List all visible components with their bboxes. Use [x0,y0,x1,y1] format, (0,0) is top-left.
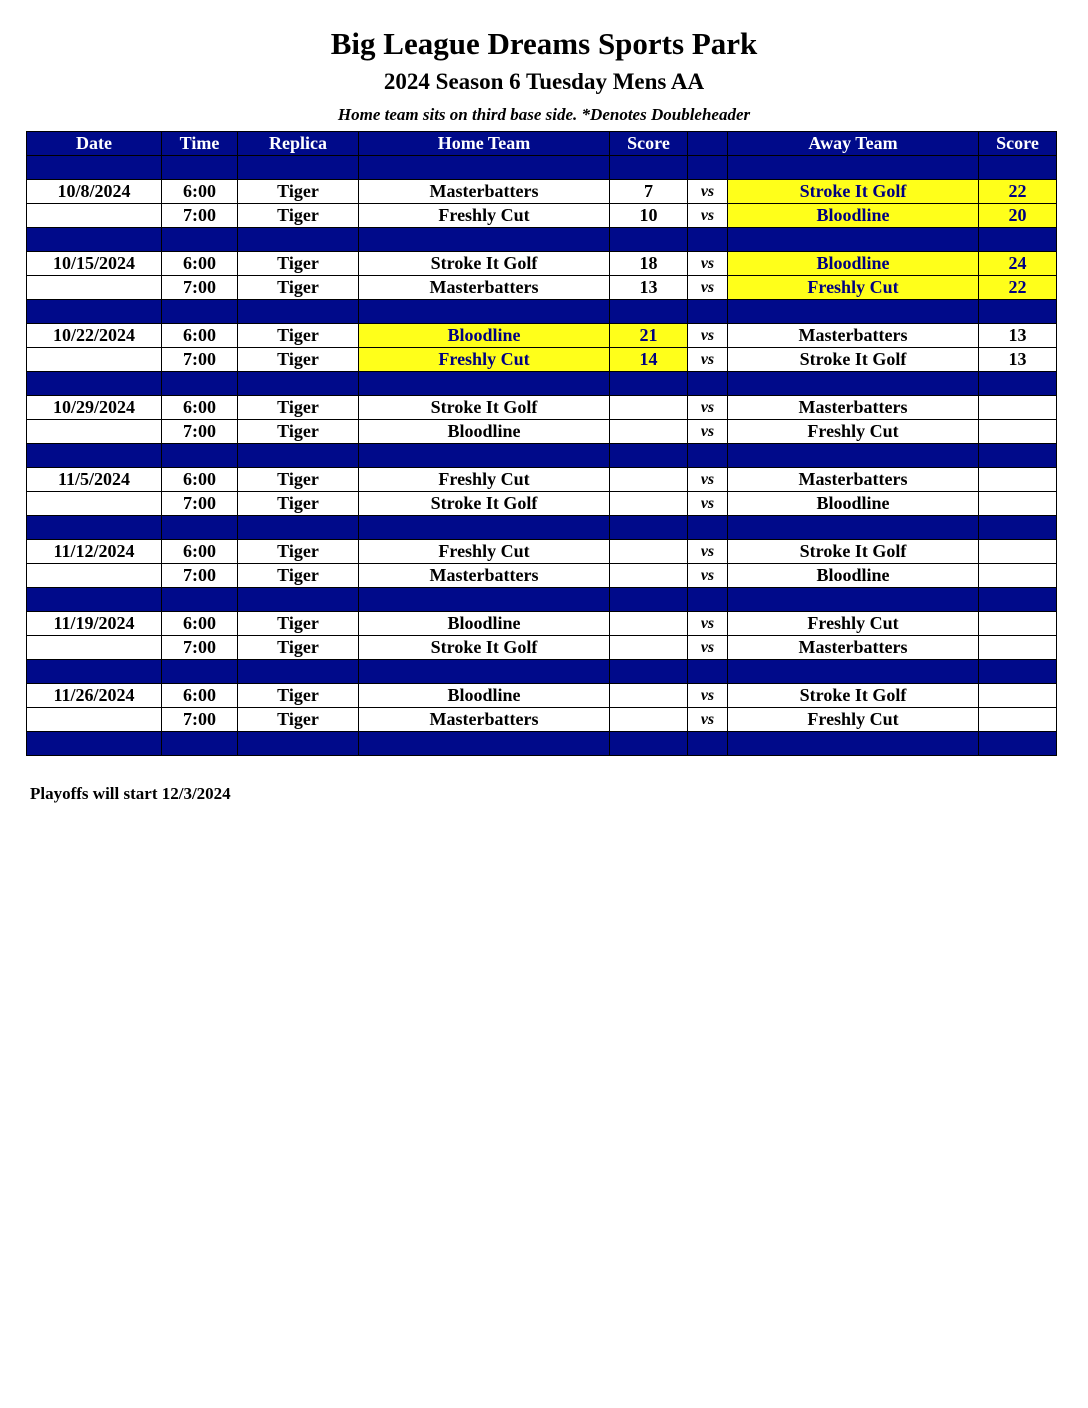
separator-cell [979,300,1057,324]
vs-label: vs [688,612,728,636]
separator-cell [728,660,979,684]
game-time: 7:00 [162,276,238,300]
separator-cell [359,156,610,180]
header-row [27,132,1057,156]
game-replica: Tiger [238,492,359,516]
home-score: 7 [610,180,688,204]
game-row [27,180,1057,204]
separator-cell [979,372,1057,396]
separator-cell [238,156,359,180]
separator-cell [27,660,162,684]
header-away-score: Score [979,132,1057,156]
separator-cell [610,156,688,180]
header-replica: Replica [238,132,359,156]
separator-cell [610,444,688,468]
away-score: 13 [979,348,1057,372]
home-score: 10 [610,204,688,228]
home-score: 18 [610,252,688,276]
game-date [27,708,162,732]
away-team: Masterbatters [728,324,979,348]
home-score [610,396,688,420]
home-team: Freshly Cut [359,204,610,228]
separator-row [27,660,1057,684]
separator-cell [688,372,728,396]
page-title: Big League Dreams Sports Park [330,26,758,61]
separator-cell [238,300,359,324]
game-row [27,204,1057,228]
home-team: Masterbatters [359,276,610,300]
game-row [27,612,1057,636]
vs-label: vs [688,324,728,348]
separator-row [27,516,1057,540]
separator-cell [728,228,979,252]
separator-cell [610,372,688,396]
vs-label: vs [688,204,728,228]
away-score: 24 [979,252,1057,276]
home-score [610,420,688,444]
game-time: 6:00 [162,396,238,420]
home-team: Masterbatters [359,564,610,588]
separator-cell [728,300,979,324]
home-score [610,708,688,732]
playoffs-note: Playoffs will start 12/3/2024 [30,784,231,803]
separator-cell [27,228,162,252]
separator-cell [162,372,238,396]
game-replica: Tiger [238,612,359,636]
home-score: 14 [610,348,688,372]
separator-cell [162,588,238,612]
separator-cell [979,228,1057,252]
separator-cell [610,732,688,756]
game-date: 10/8/2024 [27,180,162,204]
separator-cell [979,444,1057,468]
separator-cell [27,444,162,468]
separator-cell [688,228,728,252]
separator-row [27,732,1057,756]
away-score: 13 [979,324,1057,348]
separator-cell [162,228,238,252]
game-time: 7:00 [162,204,238,228]
vs-label: vs [688,348,728,372]
vs-label: vs [688,636,728,660]
game-date [27,492,162,516]
home-score [610,540,688,564]
vs-label: vs [688,180,728,204]
game-row [27,252,1057,276]
away-score [979,612,1057,636]
separator-cell [359,372,610,396]
separator-row [27,156,1057,180]
away-score [979,684,1057,708]
game-time: 7:00 [162,708,238,732]
separator-cell [162,732,238,756]
separator-cell [27,516,162,540]
away-score: 20 [979,204,1057,228]
game-date [27,564,162,588]
separator-cell [359,444,610,468]
game-replica: Tiger [238,636,359,660]
separator-cell [238,588,359,612]
separator-cell [162,516,238,540]
away-team: Freshly Cut [728,708,979,732]
home-score [610,492,688,516]
game-replica: Tiger [238,540,359,564]
separator-cell [162,660,238,684]
game-row [27,540,1057,564]
separator-cell [688,156,728,180]
separator-cell [359,588,610,612]
separator-cell [238,444,359,468]
separator-cell [162,156,238,180]
home-team: Stroke It Golf [359,396,610,420]
home-team: Freshly Cut [359,540,610,564]
vs-label: vs [688,396,728,420]
away-team: Stroke It Golf [728,684,979,708]
game-replica: Tiger [238,276,359,300]
header-vs [688,132,728,156]
separator-cell [728,588,979,612]
game-replica: Tiger [238,564,359,588]
home-score [610,684,688,708]
game-row [27,636,1057,660]
game-time: 6:00 [162,252,238,276]
separator-cell [238,372,359,396]
header-away-team: Away Team [728,132,979,156]
away-score [979,468,1057,492]
separator-cell [359,300,610,324]
game-date [27,348,162,372]
separator-cell [688,516,728,540]
separator-cell [27,300,162,324]
separator-cell [688,300,728,324]
game-time: 7:00 [162,636,238,660]
separator-cell [688,660,728,684]
header-home-score: Score [610,132,688,156]
separator-cell [688,732,728,756]
game-date: 10/15/2024 [27,252,162,276]
home-team: Masterbatters [359,180,610,204]
home-score [610,564,688,588]
away-team: Bloodline [728,492,979,516]
away-team: Freshly Cut [728,612,979,636]
separator-cell [27,588,162,612]
game-time: 6:00 [162,324,238,348]
separator-cell [27,156,162,180]
separator-cell [979,588,1057,612]
separator-cell [610,660,688,684]
game-time: 7:00 [162,492,238,516]
game-row [27,420,1057,444]
schedule-table [26,131,1057,756]
separator-row [27,372,1057,396]
game-time: 7:00 [162,564,238,588]
game-row [27,708,1057,732]
game-replica: Tiger [238,396,359,420]
away-score [979,564,1057,588]
separator-cell [688,444,728,468]
game-time: 6:00 [162,468,238,492]
game-replica: Tiger [238,684,359,708]
separator-row [27,444,1057,468]
home-team: Bloodline [359,612,610,636]
header-home-team: Home Team [359,132,610,156]
separator-cell [238,516,359,540]
separator-row [27,300,1057,324]
game-time: 6:00 [162,540,238,564]
home-score [610,468,688,492]
vs-label: vs [688,708,728,732]
separator-cell [728,732,979,756]
home-team: Freshly Cut [359,348,610,372]
home-team: Bloodline [359,420,610,444]
separator-cell [238,228,359,252]
separator-cell [359,516,610,540]
away-score [979,708,1057,732]
season-subtitle: 2024 Season 6 Tuesday Mens AA [383,69,705,94]
separator-cell [979,660,1057,684]
away-score [979,420,1057,444]
vs-label: vs [688,420,728,444]
separator-cell [728,156,979,180]
home-team: Stroke It Golf [359,252,610,276]
home-team: Stroke It Golf [359,636,610,660]
vs-label: vs [688,564,728,588]
game-replica: Tiger [238,252,359,276]
away-team: Stroke It Golf [728,180,979,204]
away-team: Masterbatters [728,396,979,420]
vs-label: vs [688,276,728,300]
separator-cell [610,588,688,612]
game-time: 7:00 [162,348,238,372]
away-team: Masterbatters [728,636,979,660]
vs-label: vs [688,492,728,516]
game-replica: Tiger [238,420,359,444]
home-team: Freshly Cut [359,468,610,492]
separator-cell [979,156,1057,180]
away-score: 22 [979,276,1057,300]
vs-label: vs [688,252,728,276]
game-replica: Tiger [238,204,359,228]
separator-cell [359,228,610,252]
separator-cell [238,732,359,756]
game-row [27,276,1057,300]
separator-cell [162,444,238,468]
separator-cell [610,516,688,540]
away-score: 22 [979,180,1057,204]
header-time: Time [162,132,238,156]
game-date: 11/26/2024 [27,684,162,708]
separator-cell [979,732,1057,756]
separator-cell [27,372,162,396]
separator-row [27,228,1057,252]
game-date: 11/5/2024 [27,468,162,492]
separator-cell [979,516,1057,540]
home-score: 21 [610,324,688,348]
home-team: Masterbatters [359,708,610,732]
separator-cell [610,228,688,252]
game-date: 10/22/2024 [27,324,162,348]
separator-cell [359,660,610,684]
separator-cell [728,372,979,396]
game-time: 7:00 [162,420,238,444]
game-row [27,468,1057,492]
separator-cell [728,516,979,540]
away-team: Stroke It Golf [728,540,979,564]
separator-cell [238,660,359,684]
game-row [27,684,1057,708]
separator-cell [610,300,688,324]
game-time: 6:00 [162,612,238,636]
game-row [27,396,1057,420]
away-score [979,540,1057,564]
away-team: Masterbatters [728,468,979,492]
game-replica: Tiger [238,180,359,204]
game-replica: Tiger [238,468,359,492]
home-team: Bloodline [359,684,610,708]
game-date: 10/29/2024 [27,396,162,420]
separator-cell [359,732,610,756]
game-row [27,348,1057,372]
home-team: Stroke It Golf [359,492,610,516]
game-date [27,204,162,228]
away-team: Stroke It Golf [728,348,979,372]
home-score: 13 [610,276,688,300]
separator-cell [688,588,728,612]
separator-row [27,588,1057,612]
separator-cell [27,732,162,756]
home-team-note: Home team sits on third base side. *Denotes Doubleheader [337,105,751,124]
game-replica: Tiger [238,324,359,348]
game-replica: Tiger [238,348,359,372]
game-time: 6:00 [162,180,238,204]
game-row [27,492,1057,516]
game-time: 6:00 [162,684,238,708]
away-score [979,492,1057,516]
game-date [27,420,162,444]
game-row [27,324,1057,348]
game-date [27,276,162,300]
away-team: Freshly Cut [728,420,979,444]
home-score [610,636,688,660]
home-score [610,612,688,636]
game-replica: Tiger [238,708,359,732]
separator-cell [728,444,979,468]
game-date: 11/12/2024 [27,540,162,564]
vs-label: vs [688,468,728,492]
away-team: Freshly Cut [728,276,979,300]
away-team: Bloodline [728,204,979,228]
vs-label: vs [688,684,728,708]
game-date [27,636,162,660]
vs-label: vs [688,540,728,564]
away-score [979,396,1057,420]
game-date: 11/19/2024 [27,612,162,636]
away-team: Bloodline [728,564,979,588]
game-row [27,564,1057,588]
home-team: Bloodline [359,324,610,348]
header-date: Date [27,132,162,156]
away-score [979,636,1057,660]
away-team: Bloodline [728,252,979,276]
separator-cell [162,300,238,324]
